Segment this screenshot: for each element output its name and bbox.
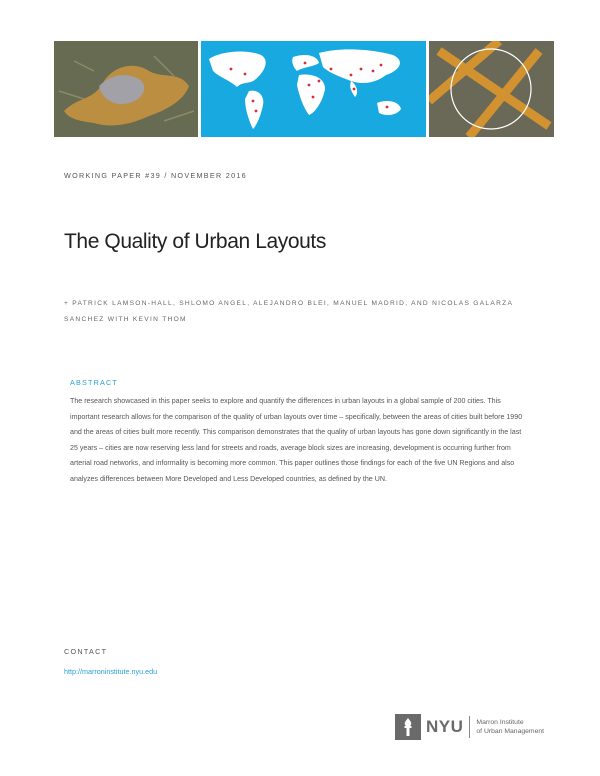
institute-line-2: of Urban Management bbox=[476, 728, 545, 735]
authors-line: + PATRICK LAMSON-HALL, SHLOMO ANGEL, ALEJANDRO BLEI, MANUEL MADRID, AND NICOLAS GALARZA SANCHEZ WITH KEVIN THOM bbox=[64, 300, 513, 323]
institute-name bbox=[476, 718, 544, 736]
abstract-text: The research showcased in this paper seeks to explore and quantify the differences in urban layouts in a global sample of 200 cities. This important research allows for the comparison of the quality of urban layouts over time – specifically, between the areas of cities built before 1990 and the areas of cities built more recently. This comparison demonstrates that the quality of urban layouts has gone down significantly in the last 25 years – cities are now reserving less land for streets and roads, average block sizes are increasing, development is occurring further from arterial road networks, and informality is becoming more common. This paper outlines those findings for each of the five UN Regions and also analyzes differences between More Developed and Less Developed countries, as defined by the UN. bbox=[70, 397, 523, 483]
logo-divider bbox=[469, 716, 470, 738]
page-title: The Quality of Urban Layouts bbox=[64, 230, 326, 253]
contact-heading: CONTACT bbox=[64, 647, 108, 656]
contact-link[interactable]: http://marroninstitute.nyu.edu bbox=[64, 667, 158, 676]
nyu-marron-logo bbox=[395, 714, 544, 740]
torch-icon bbox=[395, 714, 421, 740]
series-label: WORKING PAPER #39 / NOVEMBER 2016 bbox=[64, 171, 247, 180]
aerial-circle-image bbox=[429, 41, 554, 137]
nyu-wordmark: NYU bbox=[426, 717, 464, 736]
abstract-heading: ABSTRACT bbox=[70, 378, 118, 387]
institute-line-1: Marron Institute bbox=[476, 719, 524, 726]
satellite-city-image bbox=[54, 41, 198, 137]
world-map-image bbox=[201, 41, 426, 137]
header-banner bbox=[54, 41, 554, 137]
